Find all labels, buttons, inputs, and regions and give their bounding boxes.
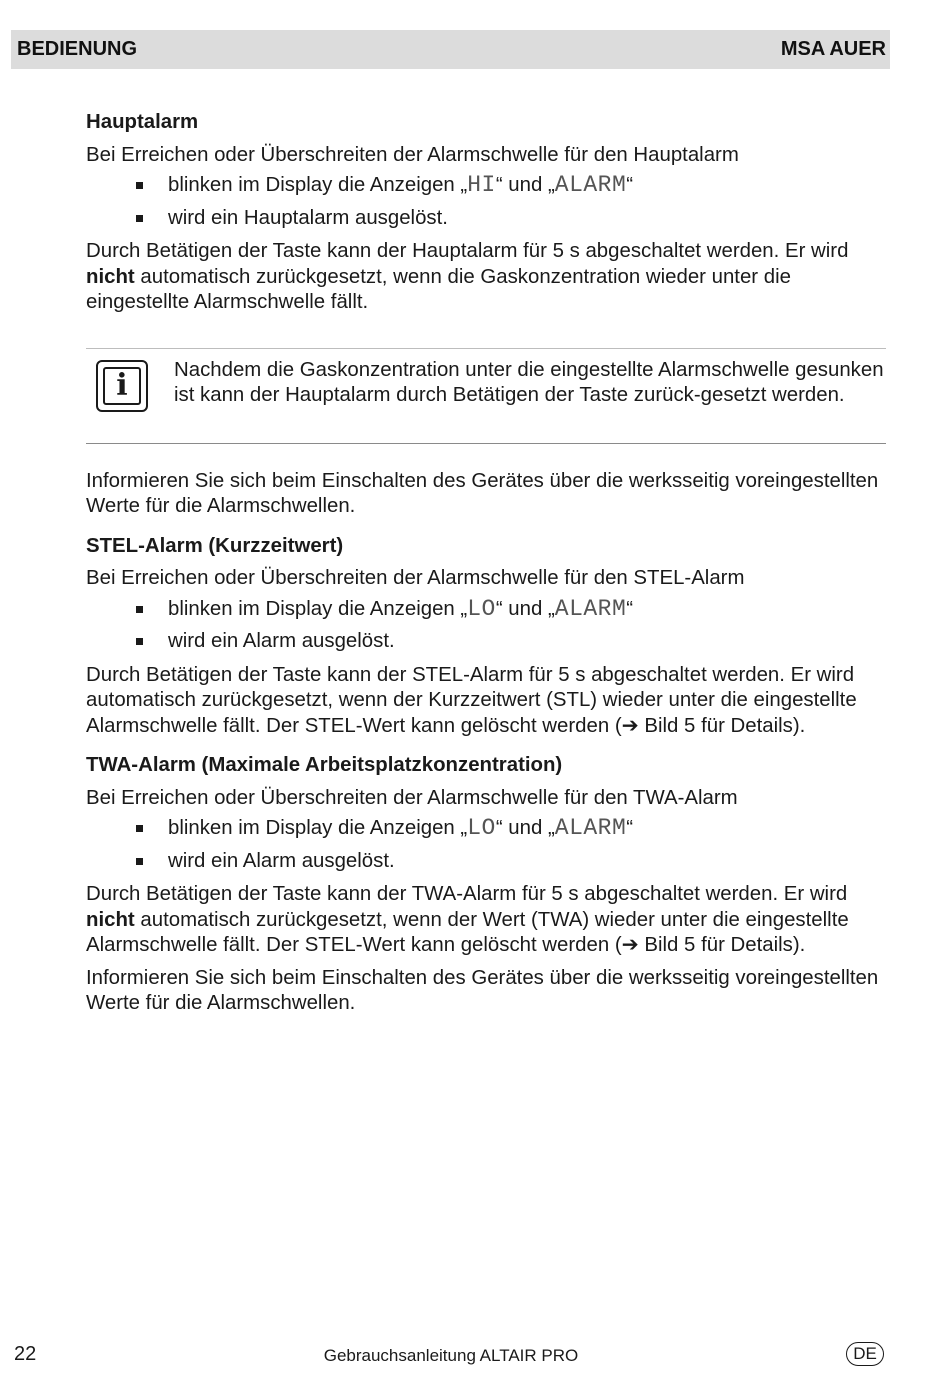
footer-title: Gebrauchsanleitung ALTAIR PRO bbox=[323, 1346, 579, 1365]
display-code-alarm: ALARM bbox=[554, 595, 627, 622]
display-code-alarm: ALARM bbox=[554, 172, 627, 198]
list-item: wird ein Alarm ausgelöst. bbox=[86, 849, 886, 875]
main-alarm-intro: Bei Erreichen oder Überschreiten der Alarmschwelle für den Hauptalarm bbox=[86, 143, 739, 166]
list-item: blinken im Display die Anzeigen „LO“ und „ALARM“ bbox=[86, 597, 886, 623]
display-code-lo: LO bbox=[467, 815, 496, 841]
section-heading-twa: TWA-Alarm (Maximale Arbeitsplatzkonzentration) bbox=[86, 754, 563, 776]
list-item: blinken im Display die Anzeigen „HI“ und „ALARM“ bbox=[86, 173, 886, 199]
language-badge: DE bbox=[846, 1342, 884, 1366]
section-heading-stel: STEL-Alarm (Kurzzeitwert) bbox=[86, 534, 344, 557]
page-content bbox=[86, 110, 886, 1017]
display-code-alarm: ALARM bbox=[554, 815, 627, 841]
inform-paragraph-2: Informieren Sie sich beim Einschalten des Gerätes über die werksseitig voreingestellten Werte für die Alarmschwellen. bbox=[86, 966, 879, 1014]
list-item: wird ein Alarm ausgelöst. bbox=[86, 629, 886, 655]
main-alarm-list bbox=[86, 173, 886, 231]
main-alarm-paragraph: Durch Betätigen der Taste kann der Hauptalarm für 5 s abgeschaltet werden. Er wird nicht automatisch zurückgesetzt, wenn die Gaskonzentration wieder unter die eingestellte Alarmschwelle fällt. bbox=[86, 240, 849, 313]
display-code-hi: HI bbox=[467, 172, 496, 198]
info-text: Nachdem die Gaskonzentration unter die eingestellte Alarmschwelle gesunken ist kann der Hauptalarm durch Betätigen der Taste zurück-gesetzt werden. bbox=[174, 358, 884, 406]
page-number: 22 bbox=[14, 1343, 37, 1365]
info-box bbox=[86, 348, 886, 444]
info-icon: i bbox=[96, 360, 148, 412]
page-header bbox=[11, 30, 890, 69]
stel-list bbox=[86, 597, 886, 655]
twa-list bbox=[86, 816, 886, 874]
twa-intro: Bei Erreichen oder Überschreiten der Alarmschwelle für den TWA-Alarm bbox=[86, 786, 738, 809]
stel-intro: Bei Erreichen oder Überschreiten der Alarmschwelle für den STEL-Alarm bbox=[86, 567, 745, 589]
header-brand: MSA AUER bbox=[780, 38, 886, 60]
twa-paragraph: Durch Betätigen der Taste kann der TWA-Alarm für 5 s abgeschaltet werden. Er wird nicht automatisch zurückgesetzt, wenn der Wert (TWA) wieder unter die eingestellte Alarmschwelle fällt. Der STEL-Wert kann gelöscht werden (➔ Bild 5 für Details). bbox=[86, 883, 849, 956]
list-item: wird ein Hauptalarm ausgelöst. bbox=[86, 206, 886, 232]
stel-paragraph: Durch Betätigen der Taste kann der STEL-Alarm für 5 s abgeschaltet werden. Er wird automatisch zurückgesetzt, wenn der Kurzzeitwert (STL) wieder unter die eingestellte Alarmschwelle fällt. Der STEL-Wert kann gelöscht werden (➔ Bild 5 für Details). bbox=[86, 663, 857, 737]
display-code-lo: LO bbox=[467, 595, 496, 622]
inform-paragraph-1: Informieren Sie sich beim Einschalten des Gerätes über die werksseitig voreingestellten Werte für die Alarmschwellen. bbox=[86, 469, 879, 517]
section-heading-main-alarm: Hauptalarm bbox=[86, 111, 199, 133]
list-item: blinken im Display die Anzeigen „LO“ und „ALARM“ bbox=[86, 816, 886, 842]
header-section-title: BEDIENUNG bbox=[17, 38, 138, 60]
